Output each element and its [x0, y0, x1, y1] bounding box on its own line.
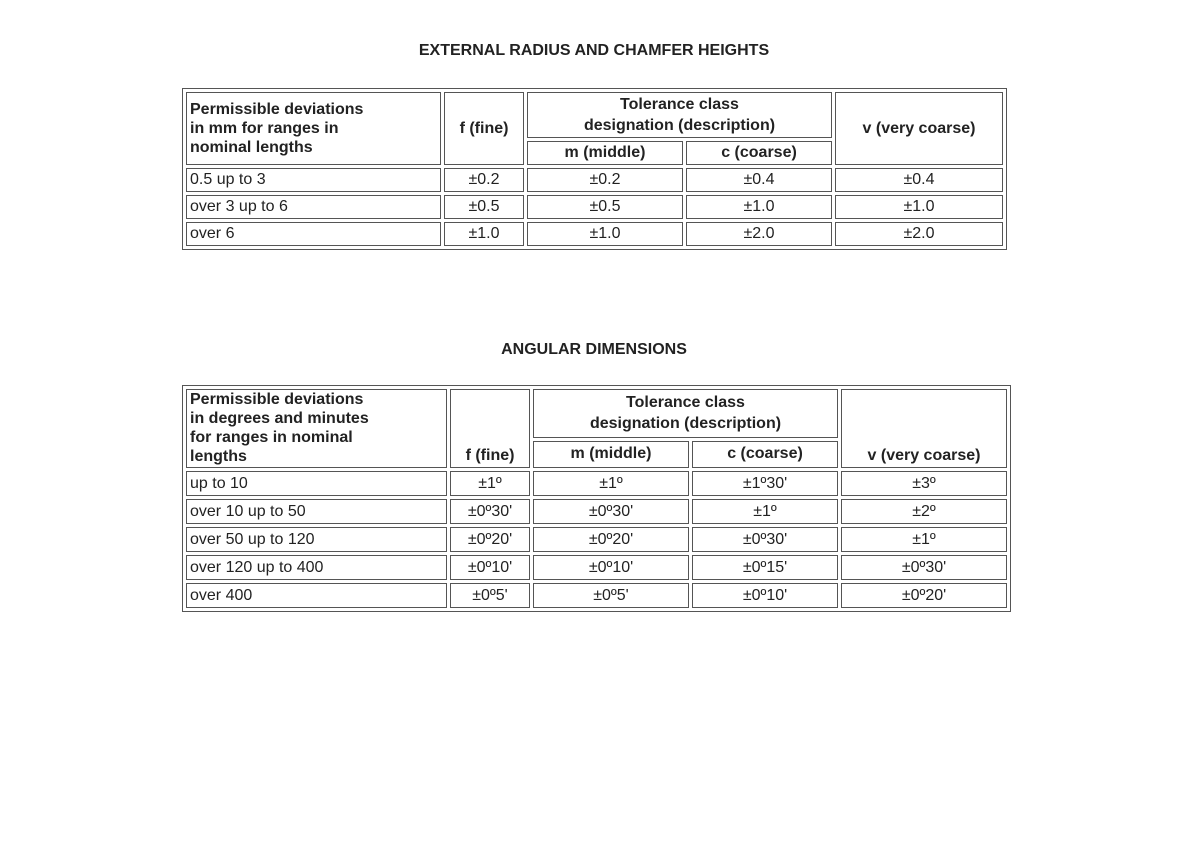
- range-header-line: nominal lengths: [190, 139, 313, 156]
- very-coarse-column-header: v (very coarse): [841, 389, 1007, 468]
- tolerance-class-line: designation (description): [583, 117, 776, 134]
- coarse-value-cell: ±1º30': [692, 471, 838, 496]
- very-coarse-value-cell: ±0.4: [835, 168, 1003, 192]
- fine-value-cell: ±0.5: [444, 195, 524, 219]
- fine-value-cell: ±1º: [450, 471, 530, 496]
- tolerance-class-line: designation (description): [589, 415, 782, 433]
- very-coarse-value-cell: ±1º: [841, 527, 1007, 552]
- middle-value-cell: ±0º20': [533, 527, 689, 552]
- coarse-value-cell: ±0º15': [692, 555, 838, 580]
- middle-value-cell: ±1º: [533, 471, 689, 496]
- angular-tolerance-table: [182, 385, 1011, 612]
- middle-column-header: m (middle): [527, 141, 683, 165]
- range-cell: over 120 up to 400: [186, 555, 447, 580]
- fine-value-cell: ±0.2: [444, 168, 524, 192]
- coarse-value-cell: ±2.0: [686, 222, 832, 246]
- table-row: [186, 471, 1007, 496]
- coarse-value-cell: ±1.0: [686, 195, 832, 219]
- very-coarse-value-cell: ±2º: [841, 499, 1007, 524]
- middle-column-header: m (middle): [533, 441, 689, 468]
- very-coarse-value-cell: ±3º: [841, 471, 1007, 496]
- coarse-column-header: c (coarse): [686, 141, 832, 165]
- radius-tolerance-table: [182, 88, 1007, 250]
- table-row: [186, 168, 1003, 192]
- coarse-value-cell: ±0.4: [686, 168, 832, 192]
- middle-value-cell: ±0º30': [533, 499, 689, 524]
- middle-value-cell: ±0º5': [533, 583, 689, 608]
- table-row: [186, 555, 1007, 580]
- range-cell: over 3 up to 6: [186, 195, 441, 219]
- very-coarse-value-cell: ±2.0: [835, 222, 1003, 246]
- range-header: [186, 389, 447, 468]
- coarse-column-header: c (coarse): [692, 441, 838, 468]
- range-cell: over 400: [186, 583, 447, 608]
- coarse-value-cell: ±1º: [692, 499, 838, 524]
- very-coarse-column-header: v (very coarse): [835, 92, 1003, 165]
- fine-value-cell: ±0º20': [450, 527, 530, 552]
- range-cell: 0.5 up to 3: [186, 168, 441, 192]
- fine-column-header: f (fine): [444, 92, 524, 165]
- range-header-line: lengths: [190, 448, 247, 465]
- tolerance-class-line: Tolerance class: [620, 96, 739, 113]
- range-header: [186, 92, 441, 165]
- range-cell: over 6: [186, 222, 441, 246]
- table-row: [186, 195, 1003, 219]
- very-coarse-value-cell: ±1.0: [835, 195, 1003, 219]
- table-row: [186, 222, 1003, 246]
- range-cell: over 50 up to 120: [186, 527, 447, 552]
- middle-value-cell: ±0.5: [527, 195, 683, 219]
- range-header-line: Permissible deviations: [190, 101, 364, 118]
- tolerance-class-header: [533, 389, 838, 438]
- tolerance-class-header: [527, 92, 832, 138]
- middle-value-cell: ±1.0: [527, 222, 683, 246]
- angular-section-title: ANGULAR DIMENSIONS: [501, 341, 687, 358]
- table-row: [186, 499, 1007, 524]
- range-cell: over 10 up to 50: [186, 499, 447, 524]
- radius-section-title: EXTERNAL RADIUS AND CHAMFER HEIGHTS: [418, 42, 770, 59]
- middle-value-cell: ±0.2: [527, 168, 683, 192]
- range-header-line: for ranges in nominal: [190, 429, 353, 446]
- table-row: [186, 583, 1007, 608]
- middle-value-cell: ±0º10': [533, 555, 689, 580]
- table-row: [186, 527, 1007, 552]
- tolerance-class-line: Tolerance class: [626, 394, 745, 412]
- fine-value-cell: ±1.0: [444, 222, 524, 246]
- coarse-value-cell: ±0º30': [692, 527, 838, 552]
- range-header-line: in mm for ranges in: [190, 120, 339, 137]
- range-cell: up to 10: [186, 471, 447, 496]
- fine-value-cell: ±0º30': [450, 499, 530, 524]
- range-header-line: Permissible deviations: [190, 391, 364, 408]
- fine-value-cell: ±0º5': [450, 583, 530, 608]
- very-coarse-value-cell: ±0º30': [841, 555, 1007, 580]
- very-coarse-value-cell: ±0º20': [841, 583, 1007, 608]
- fine-column-header: f (fine): [450, 389, 530, 468]
- range-header-line: in degrees and minutes: [190, 410, 369, 427]
- coarse-value-cell: ±0º10': [692, 583, 838, 608]
- fine-value-cell: ±0º10': [450, 555, 530, 580]
